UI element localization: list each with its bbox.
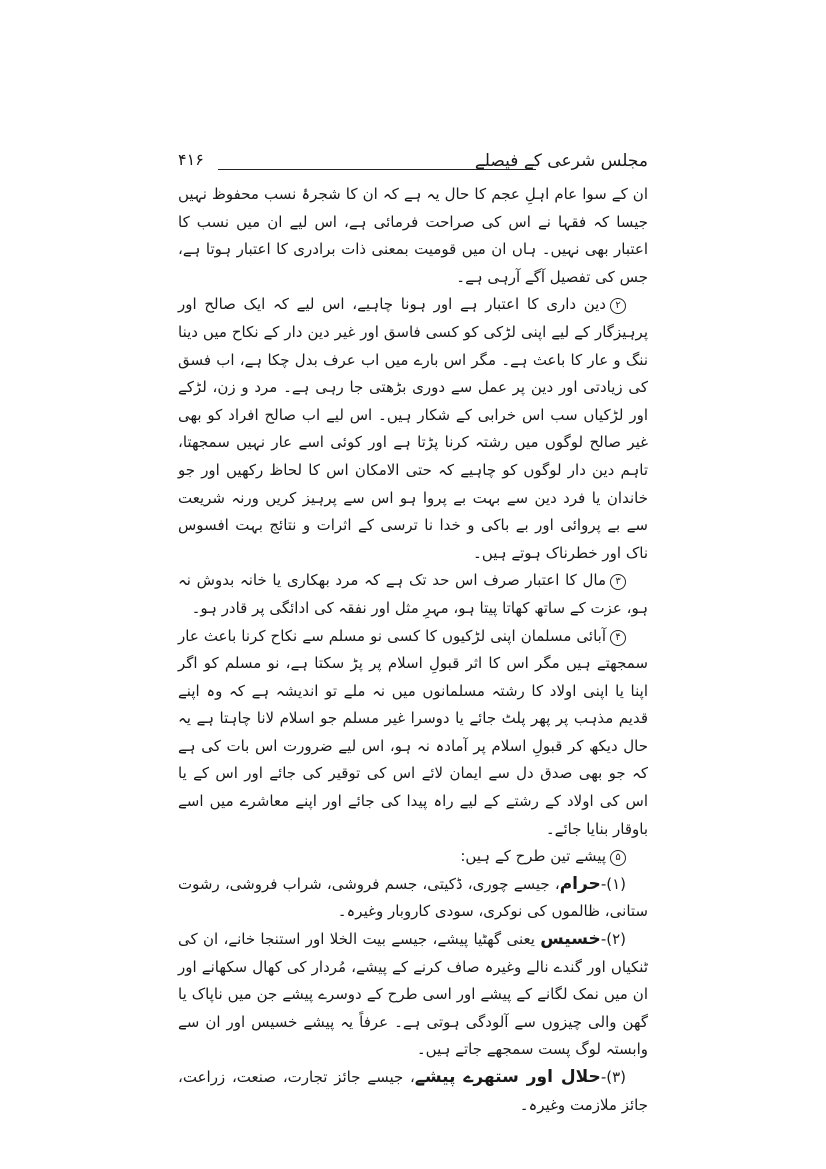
sub-item-text: ، جیسے جائز تجارت، صنعت، زراعت، جائز ملازمت وغیرہ۔: [178, 1068, 648, 1114]
list-item-4: [178, 623, 648, 844]
sub-item-khasees: [178, 926, 648, 1064]
list-item-text: مال کا اعتبار صرف اس حد تک ہے کہ مرد بھکاری یا خانہ بدوش نہ ہو، عزت کے ساتھ کھاتا پیتا ہو، مہرِ مثل اور نفقہ کی ادائگی پر قادر ہو۔: [178, 571, 648, 617]
page-header: [178, 148, 648, 178]
sub-item-prefix: (۳)-: [600, 1068, 626, 1086]
list-item-text: دین داری کا اعتبار ہے اور ہونا چاہیے، اس لیے کہ ایک صالح اور پرہیزگار کے لیے اپنی لڑکی کو کسی فاسق اور غیر دین دار کے نکاح میں دینا ننگ و عار کا باعث ہے۔ مگر اس بارے میں اب عرف بدل چکا ہے، اب فسق کی زیادتی اور دین پر عمل سے دوری بڑھتی جا رہی ہے۔ مرد و زن، لڑکے اور لڑکیاں سب اس خرابی کے شکار ہیں۔ اس لیے اب صالح افراد کو بھی غیر صالح لوگوں میں رشتہ کرنا پڑتا ہے اور کوئی اسے عار نہیں سمجھتا، تاہم دین دار لوگوں کو چاہیے کہ حتی الامکان اس کا لحاظ رکھیں اور جو خاندان یا فرد دین سے بہت بے پروا ہو اس سے پرہیز کریں ورنہ شریعت سے بے پروائی اور بے باکی و خدا نا ترسی کے اثرات و نتائج بہت افسوس ناک اور خطرناک ہوتے ہیں۔: [178, 295, 648, 562]
book-title: مجلس شرعی کے فیصلے: [474, 151, 648, 171]
page-body: [178, 181, 648, 1119]
circled-number: ۳: [610, 574, 626, 590]
circled-number: ۵: [610, 850, 626, 866]
sub-item-halal: [178, 1064, 648, 1119]
sub-item-term: حلال اور ستھرے پیشے: [414, 1067, 601, 1087]
sub-item-prefix: (۱)-: [600, 874, 626, 893]
circled-number: ۴: [610, 630, 626, 646]
page-number: ۴۱۶: [178, 150, 204, 169]
opening-paragraph: ان کے سوا عام اہلِ عجم کا حال یہ ہے کہ ان کا شجرۂ نسب محفوظ نہیں جیسا کہ فقہا نے اس کی صراحت فرمائی ہے، اس لیے ان میں نسب کا اعتبار بھی نہیں۔ ہاں ان میں قومیت بمعنی ذات برادری کا اعتبار ہوتا ہے، جس کی تفصیل آگے آرہی ہے۔: [178, 185, 648, 286]
list-item-3: [178, 567, 648, 622]
list-item-2: [178, 291, 648, 567]
list-item-text: پیشے تین طرح کے ہیں:: [460, 847, 606, 866]
sub-item-term: خسیس: [540, 929, 601, 950]
sub-item-prefix: (۲)-: [600, 930, 626, 949]
list-item-5: [178, 843, 648, 871]
sub-item-term: حرام: [559, 873, 601, 894]
sub-item-haram: [178, 871, 648, 926]
header-rule: [218, 169, 536, 170]
circled-number: ۲: [610, 298, 626, 314]
sub-item-text: ، جیسے چوری، ڈکیتی، جسم فروشی، شراب فروشی، رشوت ستانی، ظالموں کی نوکری، سودی کاروبار وغیرہ۔: [178, 874, 648, 921]
sub-item-text: یعنی گھٹیا پیشے، جیسے بیت الخلا اور استنجا خانے، ان کی ٹنکیاں اور گندے نالے وغیرہ صاف کرنے کے پیشے، مُردار کی کھال سکھانے اور ان میں نمک لگانے کے پیشے اور اسی طرح کے دوسرے پیشے جن میں ناپاک یا گھن والی چیزوں سے آلودگی ہوتی ہے۔ عرفاً یہ پیشے خسیس اور ان سے وابستہ لوگ پست سمجھے جاتے ہیں۔: [178, 930, 648, 1059]
list-item-text: آبائی مسلمان اپنی لڑکیوں کا کسی نو مسلم سے نکاح کرنا باعث عار سمجھتے ہیں مگر اس کا اثر قبولِ اسلام پر پڑ سکتا ہے، نو مسلم کو اگر اپنا یا اپنی اولاد کا رشتہ مسلمانوں میں نہ ملے تو اندیشہ ہے کہ وہ اپنے قدیم مذہب پر پھر پلٹ جائے یا دوسرا غیر مسلم جو اسلام لانا چاہتا ہے یہ حال دیکھ کر قبولِ اسلام پر آمادہ نہ ہو، اس لیے ضرورت اس بات کی ہے کہ جو بھی صدق دل سے ایمان لائے اس کی توقیر کی جائے اور اس کے یا اس کی اولاد کے رشتے کے لیے راہ پیدا کی جائے اور اپنے معاشرے میں اسے باوقار بنایا جائے۔: [178, 626, 648, 838]
